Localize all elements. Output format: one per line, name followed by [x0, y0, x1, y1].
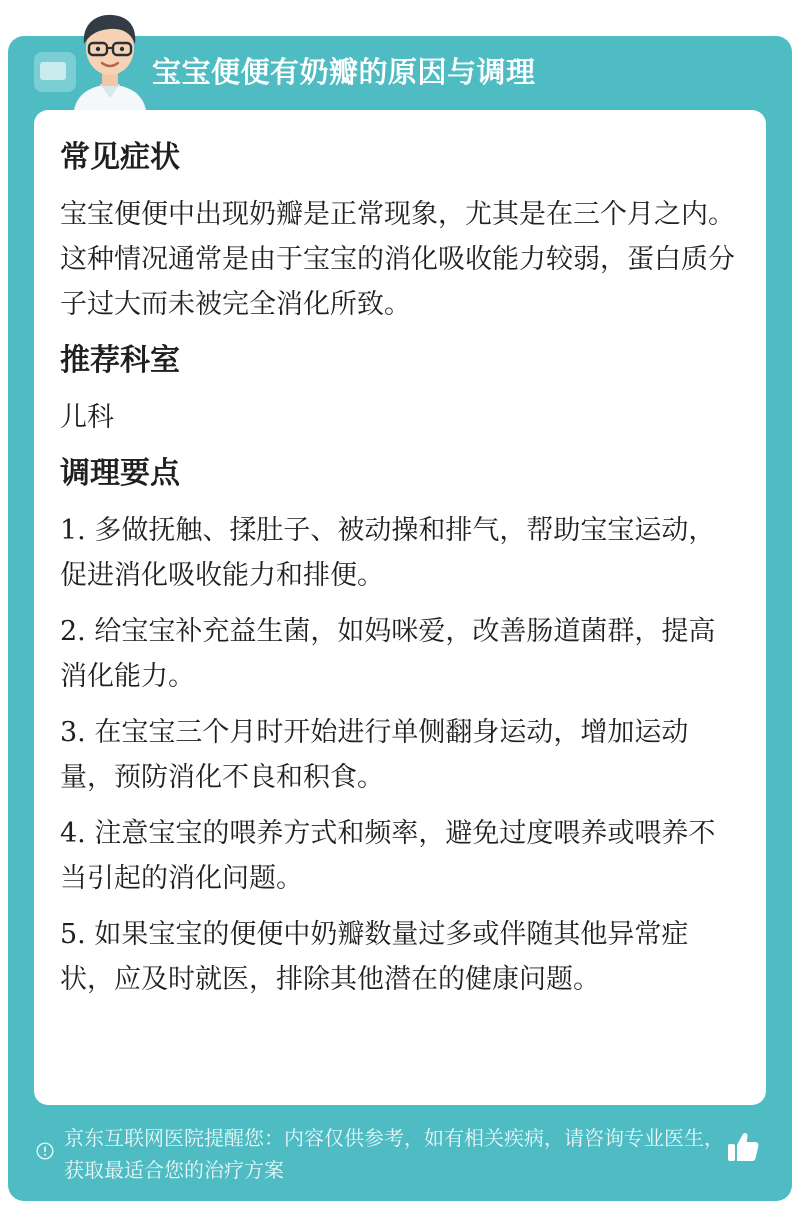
- list-item-number: 1.: [60, 515, 86, 546]
- tips-list: [60, 508, 740, 1002]
- list-item: [60, 508, 740, 598]
- list-item-text: 多做抚触、揉肚子、被动操和排气，帮助宝宝运动，促进消化吸收能力和排便。: [60, 515, 716, 591]
- list-item-number: 5.: [60, 919, 86, 950]
- article-card: [34, 110, 766, 1105]
- section-title-symptoms: 常见症状: [60, 140, 180, 175]
- section-title-tips: 调理要点: [60, 456, 180, 491]
- disclaimer-footer: [36, 1122, 766, 1192]
- list-item-text: 给宝宝补充益生菌，如妈咪爱，改善肠道菌群，提高消化能力。: [60, 616, 716, 692]
- list-item-number: 3.: [60, 717, 86, 748]
- symptoms-text: 宝宝便便中出现奶瓣是正常现象，尤其是在三个月之内。这种情况通常是由于宝宝的消化吸收能力较弱，蛋白质分子过大而未被完全消化所致。: [60, 199, 735, 320]
- list-item: [60, 609, 740, 699]
- disclaimer-text: 京东互联网医院提醒您：内容仅供参考，如有相关疾病，请咨询专业医生，获取最适合您的治疗方案: [64, 1126, 724, 1182]
- list-item-text: 在宝宝三个月时开始进行单侧翻身运动，增加运动量，预防消化不良和积食。: [60, 717, 689, 793]
- list-item-number: 2.: [60, 616, 86, 647]
- thumbs-up-icon[interactable]: [726, 1130, 760, 1164]
- list-item-text: 如果宝宝的便便中奶瓣数量过多或伴随其他异常症状，应及时就医，排除其他潜在的健康问题。: [60, 919, 689, 995]
- list-item: [60, 710, 740, 800]
- list-item: [60, 811, 740, 901]
- list-item-text: 注意宝宝的喂养方式和频率，避免过度喂养或喂养不当引起的消化问题。: [60, 818, 716, 894]
- info-icon: [36, 1142, 54, 1160]
- section-title-department: 推荐科室: [60, 343, 180, 378]
- department-text: 儿科: [60, 402, 114, 433]
- page-title: 宝宝便便有奶瓣的原因与调理: [152, 55, 536, 89]
- list-item: [60, 912, 740, 1002]
- list-item-number: 4.: [60, 818, 86, 849]
